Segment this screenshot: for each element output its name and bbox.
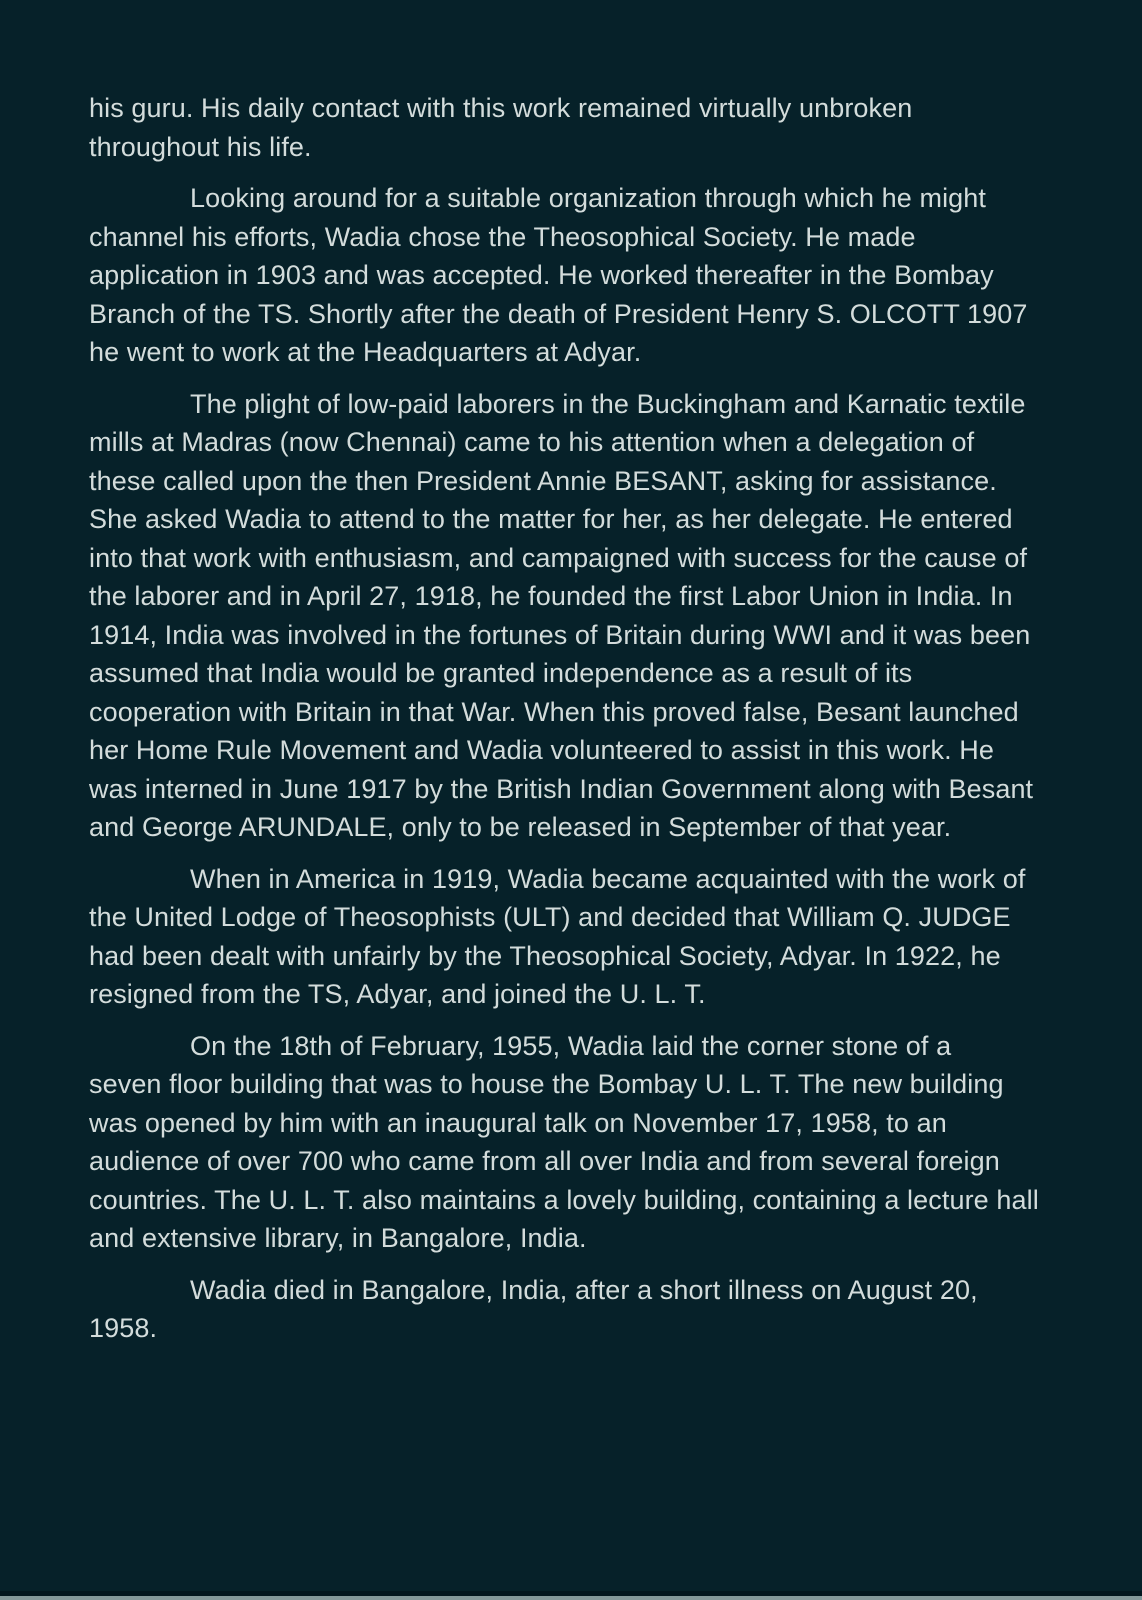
- text-line: countries. The U. L. T. also maintains a lovely building, containing a lecture hall: [89, 1184, 1039, 1215]
- text-line: Wadia died in Bangalore, India, after a short illness on August 20,: [190, 1274, 978, 1305]
- paragraph: [89, 385, 1055, 847]
- text-line: seven floor building that was to house the Bombay U. L. T. The new building: [89, 1069, 1004, 1099]
- text-line: When in America in 1919, Wadia became acquainted with the work of: [190, 863, 1026, 894]
- page-bottom-edge: [0, 1591, 1142, 1600]
- bottom-edge-light-band: [0, 1596, 1142, 1600]
- text-line: Looking around for a suitable organization through which he might: [190, 183, 987, 213]
- text-line: audience of over 700 who came from all over India and from several foreign: [89, 1146, 1000, 1176]
- paragraph: [89, 179, 1055, 372]
- text-line: On the 18th of February, 1955, Wadia laid the corner stone of a: [190, 1030, 952, 1061]
- text-line: had been dealt with unfairly by the Theosophical Society, Adyar. In 1922, he: [89, 940, 1001, 971]
- text-line: throughout his life.: [89, 131, 312, 162]
- text-line: the United Lodge of Theosophists (ULT) and decided that William Q. JUDGE: [89, 902, 1011, 932]
- text-line: mills at Madras (now Chennai) came to his attention when a delegation of: [89, 427, 975, 457]
- text-line: She asked Wadia to attend to the matter for her, as her delegate. He entered: [89, 504, 1013, 534]
- text-line: his guru. His daily contact with this work remained virtually unbroken: [89, 93, 913, 123]
- text-line: channel his efforts, Wadia chose the Theosophical Society. He made: [89, 221, 916, 252]
- text-line: resigned from the TS, Adyar, and joined the U. L. T.: [89, 979, 706, 1009]
- body-text: [89, 89, 1055, 1361]
- text-line: application in 1903 and was accepted. He worked thereafter in the Bombay: [89, 260, 994, 290]
- text-line: the laborer and in April 27, 1918, he founded the first Labor Union in India. In: [89, 581, 1013, 611]
- text-line: and George ARUNDALE, only to be released in September of that year.: [89, 812, 952, 842]
- text-line: The plight of low-paid laborers in the Buckingham and Karnatic textile: [190, 388, 1026, 419]
- paragraph: [89, 1271, 1055, 1348]
- text-line: was opened by him with an inaugural talk on November 17, 1958, to an: [89, 1107, 947, 1138]
- text-line: Branch of the TS. Shortly after the death of President Henry S. OLCOTT 1907: [89, 298, 1028, 329]
- text-line: and extensive library, in Bangalore, India.: [89, 1223, 587, 1253]
- text-line: assumed that India would be granted independence as a result of its: [89, 658, 913, 688]
- paragraph: [89, 89, 1055, 166]
- text-line: cooperation with Britain in that War. When this proved false, Besant launched: [89, 696, 1019, 727]
- text-line: her Home Rule Movement and Wadia volunteered to assist in this work. He: [89, 735, 995, 765]
- text-line: 1914, India was involved in the fortunes of Britain during WWI and it was been: [89, 619, 1031, 650]
- text-line: was interned in June 1917 by the British Indian Government along with Besant: [89, 773, 1034, 804]
- text-line: these called upon the then President Annie BESANT, asking for assistance.: [89, 465, 997, 496]
- paragraph: [89, 860, 1055, 1014]
- paragraph: [89, 1027, 1055, 1258]
- text-line: he went to work at the Headquarters at Adyar.: [89, 337, 642, 367]
- text-line: into that work with enthusiasm, and campaigned with success for the cause of: [89, 542, 1028, 573]
- text-line: 1958.: [89, 1313, 158, 1343]
